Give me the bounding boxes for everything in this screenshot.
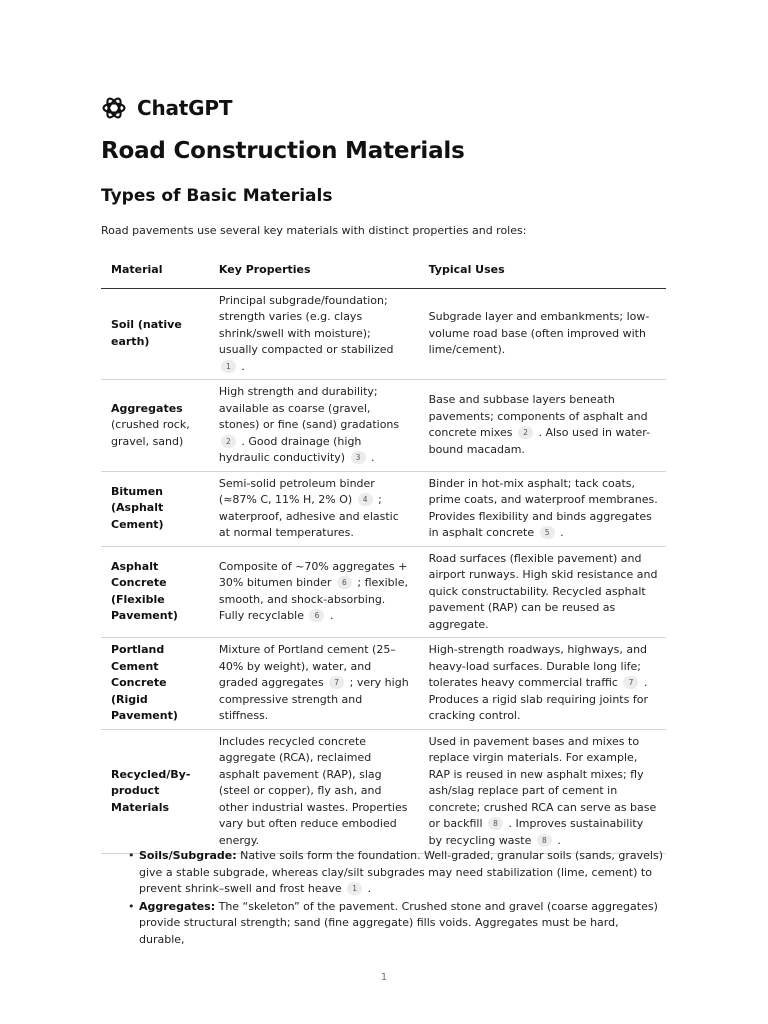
text-run: Composite of ~70% aggregates + 30% bitumen binder bbox=[218, 559, 408, 590]
cell-material bbox=[101, 638, 209, 730]
text-run: Road surfaces (flexible pavement) and airport runways. High skid resistance and quick constructability. Recycled asphalt pavement (RAP) can be reused as aggregate. bbox=[428, 551, 658, 631]
cell-key-properties bbox=[209, 638, 419, 730]
section-heading: Types of Basic Materials bbox=[101, 186, 333, 206]
text-run: ; very high compressive strength and stiffness. bbox=[218, 676, 409, 722]
brand-name: ChatGPT bbox=[137, 96, 233, 120]
cell-typical-uses bbox=[419, 288, 666, 380]
cell-material bbox=[101, 380, 209, 472]
note-label: Soils/Subgrade: bbox=[139, 849, 237, 862]
table-row bbox=[101, 380, 666, 472]
text-run: Binder in hot-mix asphalt; tack coats, prime coats, and waterproof membranes. Provides flexibility and binds aggregates in asphalt concrete bbox=[428, 476, 658, 539]
cell-typical-uses bbox=[419, 380, 666, 472]
text-run: The “skeleton” of the pavement. Crushed stone and gravel (coarse aggregates) provide structural strength; sand (fine aggregate) fills voids. Aggregates must be hard, durable, bbox=[139, 899, 658, 946]
text-run: . bbox=[367, 451, 375, 464]
citation-badge[interactable]: 6 bbox=[309, 609, 324, 622]
text-run: ; waterproof, adhesive and elastic at normal temperatures. bbox=[218, 493, 399, 539]
text-run: Semi-solid petroleum binder (≈87% C, 11% H, 2% O) bbox=[218, 476, 375, 506]
note-label: Aggregates: bbox=[139, 899, 216, 913]
text-run: . bbox=[553, 833, 561, 847]
text-run: . Also used in water-bound macadam. bbox=[428, 426, 651, 456]
cell-key-properties bbox=[209, 288, 419, 380]
citation-badge[interactable]: 7 bbox=[623, 676, 638, 689]
citation-badge[interactable]: 7 bbox=[329, 676, 344, 689]
list-item bbox=[131, 848, 666, 898]
text-run: . bbox=[556, 526, 564, 539]
citation-badge[interactable]: 8 bbox=[488, 817, 503, 830]
text-run: . Good drainage (high hydraulic conductivity) bbox=[218, 434, 362, 464]
citation-badge[interactable]: 6 bbox=[337, 576, 352, 589]
text-run: . Improves sustainability by recycling waste bbox=[428, 817, 644, 847]
cell-material bbox=[101, 546, 209, 638]
citation-badge[interactable]: 1 bbox=[347, 882, 362, 895]
text-run: . Produces a rigid slab requiring joints for cracking control. bbox=[428, 676, 648, 722]
page-number: 1 bbox=[380, 972, 388, 983]
cell-key-properties bbox=[209, 380, 419, 472]
material-name: Portland Cement Concrete (Rigid Pavement) bbox=[111, 643, 178, 722]
list-item bbox=[131, 899, 666, 949]
text-run: . bbox=[364, 882, 372, 895]
table-header-row bbox=[101, 256, 666, 288]
cell-typical-uses bbox=[419, 729, 666, 854]
table-row bbox=[101, 471, 666, 546]
notes-list bbox=[131, 848, 666, 949]
text-run: High-strength roadways, highways, and heavy-load surfaces. Durable long life; tolerates heavy commercial traffic bbox=[428, 643, 648, 689]
intro-paragraph: Road pavements use several key materials with distinct properties and roles: bbox=[101, 224, 527, 237]
text-run: Native soils form the foundation. Well-graded, granular soils (sands, gravels) give a stable subgrade, whereas clay/silt subgrades may need stabilization (lime, cement) to prevent shrink–swell and frost heave bbox=[139, 849, 664, 895]
cell-material bbox=[101, 471, 209, 546]
text-run: Includes recycled concrete aggregate (RCA), reclaimed asphalt pavement (RAP), slag (steel or copper), fly ash, and other industrial wastes. Properties vary but often reduce embodied energy. bbox=[218, 734, 408, 847]
column-header-uses: Typical Uses bbox=[419, 256, 666, 288]
citation-badge[interactable]: 1 bbox=[221, 360, 236, 373]
citation-badge[interactable]: 2 bbox=[518, 426, 533, 439]
column-header-material: Material bbox=[101, 256, 209, 288]
material-name: Soil (native earth) bbox=[111, 318, 182, 348]
cell-key-properties bbox=[209, 546, 419, 638]
material-name: Bitumen (Asphalt Cement) bbox=[111, 484, 164, 531]
citation-badge[interactable]: 2 bbox=[221, 435, 236, 448]
citation-badge[interactable]: 3 bbox=[351, 451, 366, 464]
material-name: Recycled/By-product Materials bbox=[111, 767, 191, 814]
cell-key-properties bbox=[209, 729, 419, 854]
table-row bbox=[101, 729, 666, 854]
page-title: Road Construction Materials bbox=[101, 138, 465, 164]
text-run: High strength and durability; available as coarse (gravel, stones) or fine (sand) gradations bbox=[218, 385, 400, 431]
cell-key-properties bbox=[209, 471, 419, 546]
text-run: . bbox=[326, 609, 334, 623]
text-run: Principal subgrade/foundation; strength varies (e.g. clays shrink/swell with moisture); usually compacted or stabilized bbox=[218, 293, 394, 356]
material-name: Asphalt Concrete (Flexible Pavement) bbox=[111, 559, 178, 623]
citation-badge[interactable]: 8 bbox=[537, 834, 552, 847]
column-header-properties: Key Properties bbox=[209, 256, 419, 288]
table-row bbox=[101, 638, 666, 730]
material-name: Aggregates bbox=[111, 401, 183, 415]
text-run: Mixture of Portland cement (25–40% by weight), water, and graded aggregates bbox=[218, 643, 396, 689]
citation-badge[interactable]: 5 bbox=[540, 526, 555, 539]
cell-typical-uses bbox=[419, 471, 666, 546]
table-row bbox=[101, 546, 666, 638]
brand-header bbox=[101, 94, 232, 122]
cell-typical-uses bbox=[419, 546, 666, 638]
materials-table bbox=[101, 256, 666, 854]
cell-material bbox=[101, 729, 209, 854]
openai-logo-icon bbox=[101, 95, 127, 121]
text-run: Base and subbase layers beneath pavements; components of asphalt and concrete mixes bbox=[428, 393, 648, 440]
material-detail: (crushed rock, gravel, sand) bbox=[111, 418, 190, 448]
text-run: . bbox=[237, 359, 245, 373]
cell-material bbox=[101, 288, 209, 380]
table-row bbox=[101, 288, 666, 380]
cell-typical-uses bbox=[419, 638, 666, 730]
text-run: ; flexible, smooth, and shock-absorbing. Fully recyclable bbox=[218, 576, 408, 623]
text-run: Subgrade layer and embankments; low-volume road base (often improved with lime/cement). bbox=[428, 310, 650, 356]
citation-badge[interactable]: 4 bbox=[358, 493, 373, 506]
text-run: Used in pavement bases and mixes to replace virgin materials. For example, RAP is reused in new asphalt mixes; fly ash/slag replace part of cement in concrete; crushed RCA can serve as base or backfill bbox=[428, 734, 657, 830]
